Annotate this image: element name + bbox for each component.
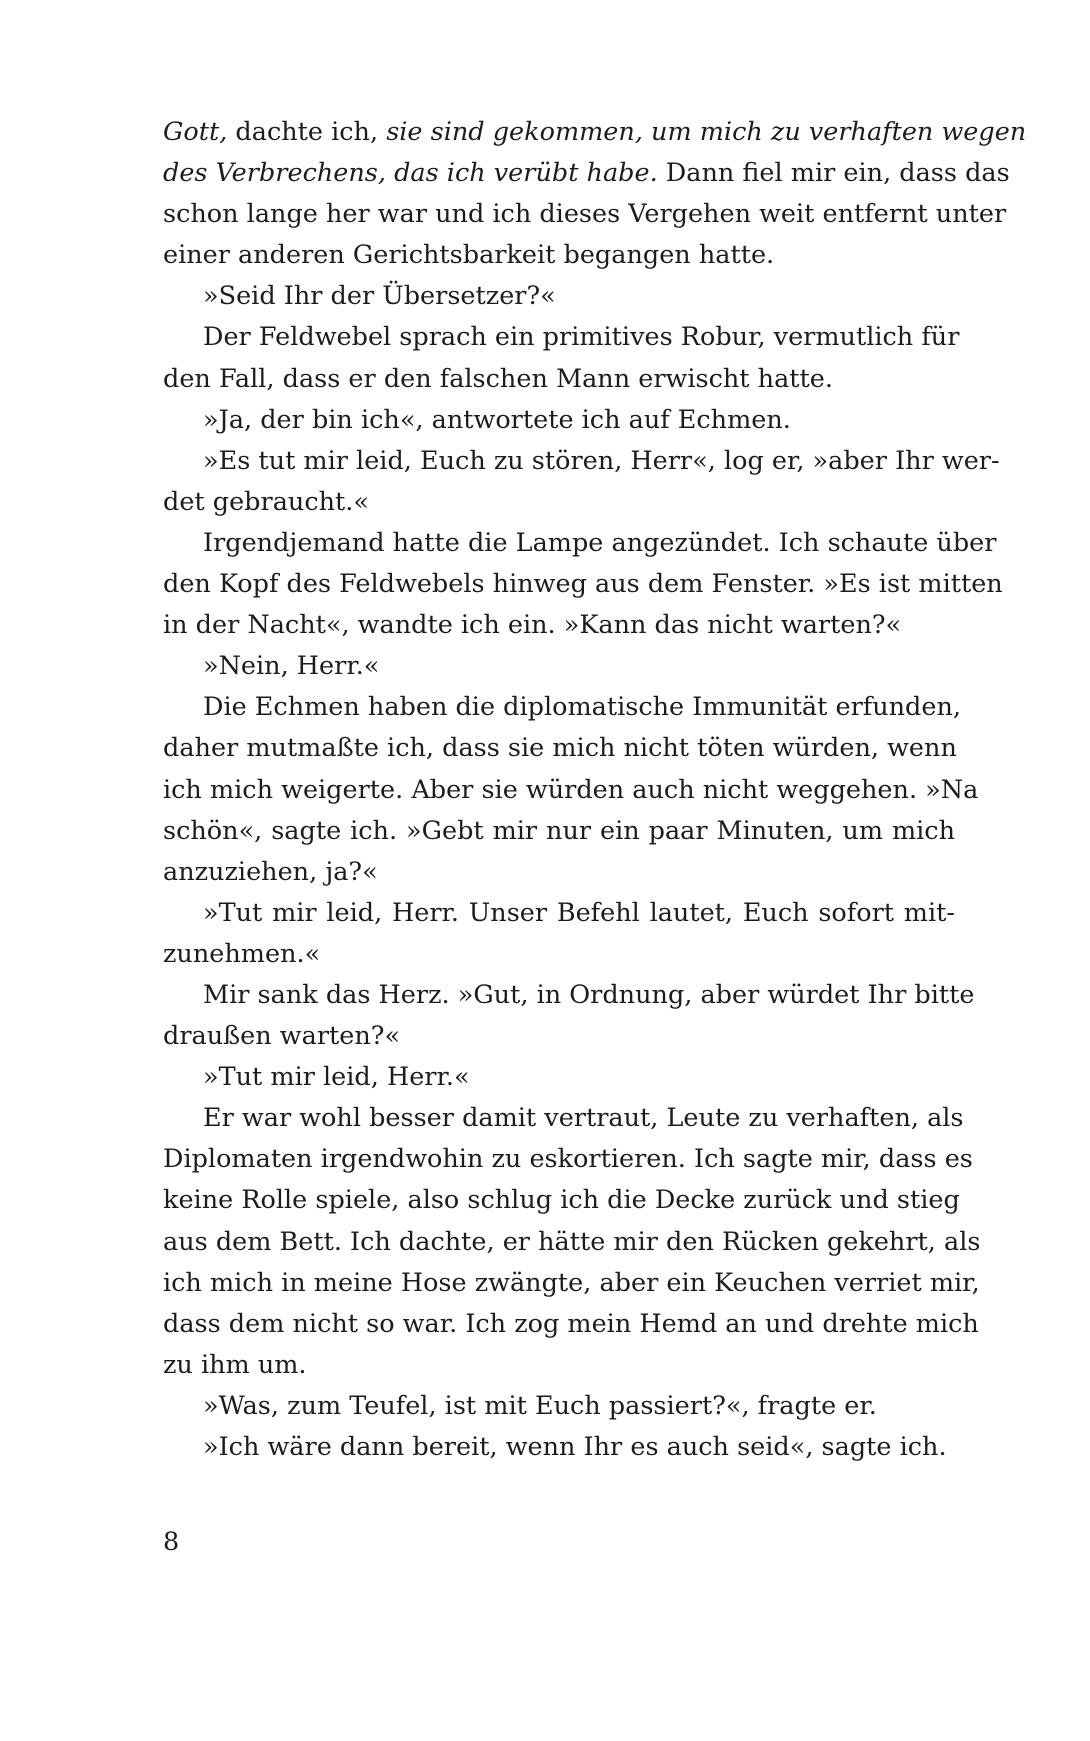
text-segment: zu ihm um.: [163, 1349, 307, 1380]
text-segment: zunehmen.«: [163, 938, 321, 969]
text-segment: Dann fiel mir ein, dass das: [657, 158, 1010, 189]
text-segment: det gebraucht.«: [163, 486, 369, 517]
text-line: [163, 1345, 955, 1386]
text-line: [163, 153, 1010, 194]
text-line: [163, 400, 955, 441]
text-segment: Der Feldwebel sprach ein primitives Robur, vermutlich für: [203, 322, 960, 353]
text-line: [163, 1222, 981, 1263]
text-segment: keine Rolle spiele, also schlug ich die Decke zurück und stieg: [163, 1185, 960, 1216]
text-line: [163, 317, 960, 358]
italic-text: des Verbrechens, das ich verübt habe.: [163, 158, 658, 189]
text-segment: einer anderen Gerichtsbarkeit begangen hatte.: [163, 240, 775, 271]
text-line: [163, 112, 1027, 153]
text-line: [163, 934, 955, 975]
text-segment: draußen warten?«: [163, 1021, 401, 1052]
text-line: [163, 893, 955, 934]
text-segment: schon lange her war und ich dieses Vergehen weit entfernt unter: [163, 199, 1007, 230]
text-line: [163, 646, 955, 687]
text-segment: aus dem Bett. Ich dachte, er hätte mir den Rücken gekehrt, als: [163, 1226, 981, 1257]
text-line: [163, 1304, 979, 1345]
text-line: [163, 1016, 955, 1057]
text-line: [163, 852, 955, 893]
text-line: [163, 359, 955, 400]
text-segment: »Was, zum Teufel, ist mit Euch passiert?«, fragte er.: [203, 1390, 877, 1421]
text-segment: anzuziehen, ja?«: [163, 856, 378, 887]
text-line: [163, 687, 961, 728]
text-segment: ich mich in meine Hose zwängte, aber ein Keuchen verriet mir,: [163, 1267, 980, 1298]
text-segment: ich mich weigerte. Aber sie würden auch nicht weggehen. »Na: [163, 774, 979, 805]
text-segment: »Ja, der bin ich«, antwortete ich auf Echmen.: [203, 404, 791, 435]
text-segment: »Ich wäre dann bereit, wenn Ihr es auch seid«, sagte ich.: [203, 1432, 947, 1462]
body-text: [163, 112, 1027, 1468]
text-segment: dachte ich,: [227, 117, 387, 147]
text-segment: daher mutmaßte ich, dass sie mich nicht töten würden, wenn: [163, 733, 957, 764]
text-segment: Die Echmen haben die diplomatische Immunität erfunden,: [203, 692, 961, 723]
text-segment: Irgendjemand hatte die Lampe angezündet. Ich schaute über: [203, 527, 997, 558]
text-line: [163, 441, 1000, 482]
text-segment: »Tut mir leid, Herr. Unser Befehl lautet, Euch sofort mit-: [203, 897, 955, 928]
text-segment: in der Nacht«, wandte ich ein. »Kann das nicht warten?«: [163, 610, 902, 641]
italic-text: Gott,: [163, 117, 228, 147]
text-segment: »Seid Ihr der Übersetzer?«: [203, 281, 556, 312]
text-line: [163, 523, 997, 564]
text-line: [163, 728, 955, 769]
text-segment: dass dem nicht so war. Ich zog mein Hemd an und drehte mich: [163, 1308, 979, 1339]
text-line: [163, 605, 955, 646]
text-line: [163, 276, 955, 317]
text-segment: den Fall, dass er den falschen Mann erwischt hatte.: [163, 363, 833, 394]
text-segment: Mir sank das Herz. »Gut, in Ordnung, aber würdet Ihr bitte: [203, 979, 975, 1010]
text-segment: den Kopf des Feldwebels hinweg aus dem Fenster. »Es ist mitten: [163, 569, 1003, 600]
page-number: 8: [163, 1527, 180, 1557]
text-segment: Er war wohl besser damit vertraut, Leute zu verhaften, als: [203, 1103, 964, 1134]
text-segment: schön«, sagte ich. »Gebt mir nur ein paar Minuten, um mich: [163, 815, 955, 846]
text-line: [163, 770, 979, 811]
text-line: [163, 1427, 955, 1468]
text-line: [163, 811, 955, 852]
text-segment: Diplomaten irgendwohin zu eskortieren. Ich sagte mir, dass es: [163, 1144, 973, 1175]
text-line: [163, 1057, 955, 1098]
text-line: [163, 1139, 973, 1180]
text-line: [163, 1386, 955, 1427]
italic-text: sie sind gekommen, um mich zu verhaften wegen: [386, 117, 1027, 147]
text-segment: »Nein, Herr.«: [203, 651, 380, 682]
text-line: [163, 564, 1003, 605]
text-line: [163, 1180, 960, 1221]
text-line: [163, 194, 1007, 235]
text-line: [163, 482, 955, 523]
text-segment: »Tut mir leid, Herr.«: [203, 1062, 470, 1093]
text-segment: »Es tut mir leid, Euch zu stören, Herr«, log er, »aber Ihr wer-: [203, 445, 1000, 476]
text-line: [163, 1098, 964, 1139]
text-line: [163, 235, 955, 276]
text-line: [163, 975, 975, 1016]
text-line: [163, 1263, 980, 1304]
